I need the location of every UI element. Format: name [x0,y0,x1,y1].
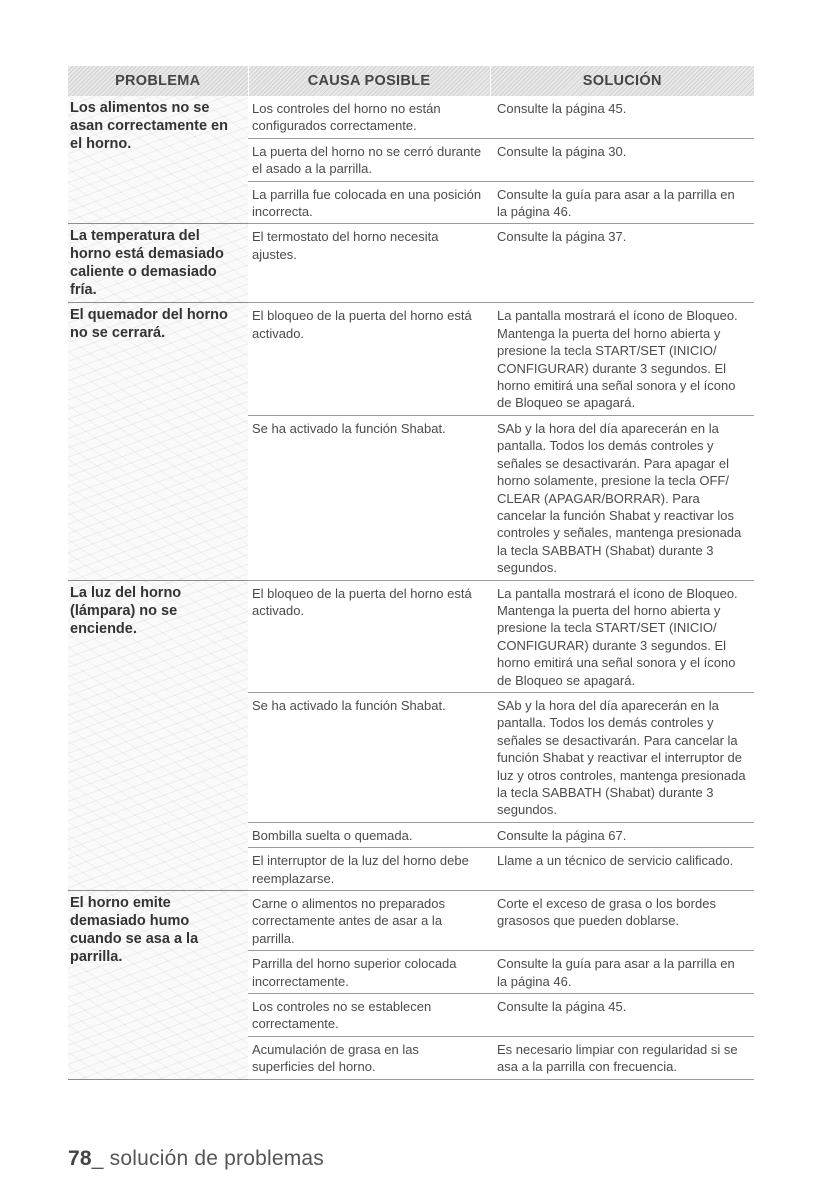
cause-cell: Se ha activado la función Shabat. [248,415,490,580]
solution-cell: SAb y la hora del día aparecerán en la pantalla. Todos los demás controles y señales se desactivarán. Para apagar el horno solamente, presione la tecla OFF/ CLEAR (APAGAR/BORRAR). Para cancelar la función Shabat y reactivar los controles y señales, mantenga presionada la tecla SABBATH (Shabat) durante 3 segundos. [490,415,754,580]
table-row [68,224,754,303]
table-row [68,580,754,692]
cause-cell: La parrilla fue colocada en una posición incorrecta. [248,181,490,224]
solution-cell: La pantalla mostrará el ícono de Bloqueo. Mantenga la puerta del horno abierta y presione la tecla START/SET (INICIO/ CONFIGURAR) durante 3 segundos. El horno emitirá una señal sonora y el ícono de Bloqueo se apagará. [490,303,754,415]
header-cause: CAUSA POSIBLE [248,66,490,96]
cause-cell: La puerta del horno no se cerró durante el asado a la parrilla. [248,138,490,181]
solution-cell: Consulte la guía para asar a la parrilla en la página 46. [490,181,754,224]
solution-cell: SAb y la hora del día aparecerán en la pantalla. Todos los demás controles y señales se desactivarán. Para cancelar la función Shabat y reactivar el interruptor de luz y otros controles, mantenga presionada la tecla SABBATH (Shabat) durante 3 segundos. [490,692,754,822]
section-title: _ solución de problemas [91,1147,325,1170]
cause-cell: Bombilla suelta o quemada. [248,822,490,847]
cause-cell: Parrilla del horno superior colocada incorrectamente. [248,951,490,994]
solution-cell: Consulte la página 67. [490,822,754,847]
table-row [68,96,754,138]
solution-cell: Consulte la página 45. [490,994,754,1037]
header-problem: PROBLEMA [68,66,248,96]
problem-cell: El quemador del horno no se cerrará. [68,303,248,580]
cause-cell: Se ha activado la función Shabat. [248,692,490,822]
cause-cell: Carne o alimentos no preparados correctamente antes de asar a la parrilla. [248,891,490,951]
cause-cell: Los controles no se establecen correctamente. [248,994,490,1037]
problem-cell: La luz del horno (lámpara) no se enciende. [68,580,248,891]
solution-cell: Corte el exceso de grasa o los bordes grasosos que pueden doblarse. [490,891,754,951]
cause-cell: El bloqueo de la puerta del horno está activado. [248,303,490,415]
cause-cell: Los controles del horno no están configurados correctamente. [248,96,490,138]
solution-cell: Consulte la guía para asar a la parrilla en la página 46. [490,951,754,994]
cause-cell: El interruptor de la luz del horno debe reemplazarse. [248,848,490,891]
problem-cell: La temperatura del horno está demasiado caliente o demasiado fría. [68,224,248,303]
solution-cell: Consulte la página 37. [490,224,754,303]
cause-cell: El termostato del horno necesita ajustes. [248,224,490,303]
page-number: 78 [68,1147,92,1170]
cause-cell: El bloqueo de la puerta del horno está activado. [248,580,490,692]
problem-cell: El horno emite demasiado humo cuando se asa a la parrilla. [68,891,248,1080]
table-row [68,303,754,415]
table-header-row [68,66,754,96]
solution-cell: Llame a un técnico de servicio calificado. [490,848,754,891]
solution-cell: Consulte la página 30. [490,138,754,181]
solution-cell: Consulte la página 45. [490,96,754,138]
page-footer [68,1147,324,1171]
table-row [68,891,754,951]
problem-cell: Los alimentos no se asan correctamente en el horno. [68,96,248,224]
cause-cell: Acumulación de grasa en las superficies del horno. [248,1036,490,1079]
header-solution: SOLUCIÓN [490,66,754,96]
solution-cell: Es necesario limpiar con regularidad si se asa a la parrilla con frecuencia. [490,1036,754,1079]
troubleshooting-table [68,66,754,1080]
solution-cell: La pantalla mostrará el ícono de Bloqueo. Mantenga la puerta del horno abierta y presione la tecla START/SET (INICIO/ CONFIGURAR) durante 3 segundos. El horno emitirá una señal sonora y el ícono de Bloqueo se apagará. [490,580,754,692]
